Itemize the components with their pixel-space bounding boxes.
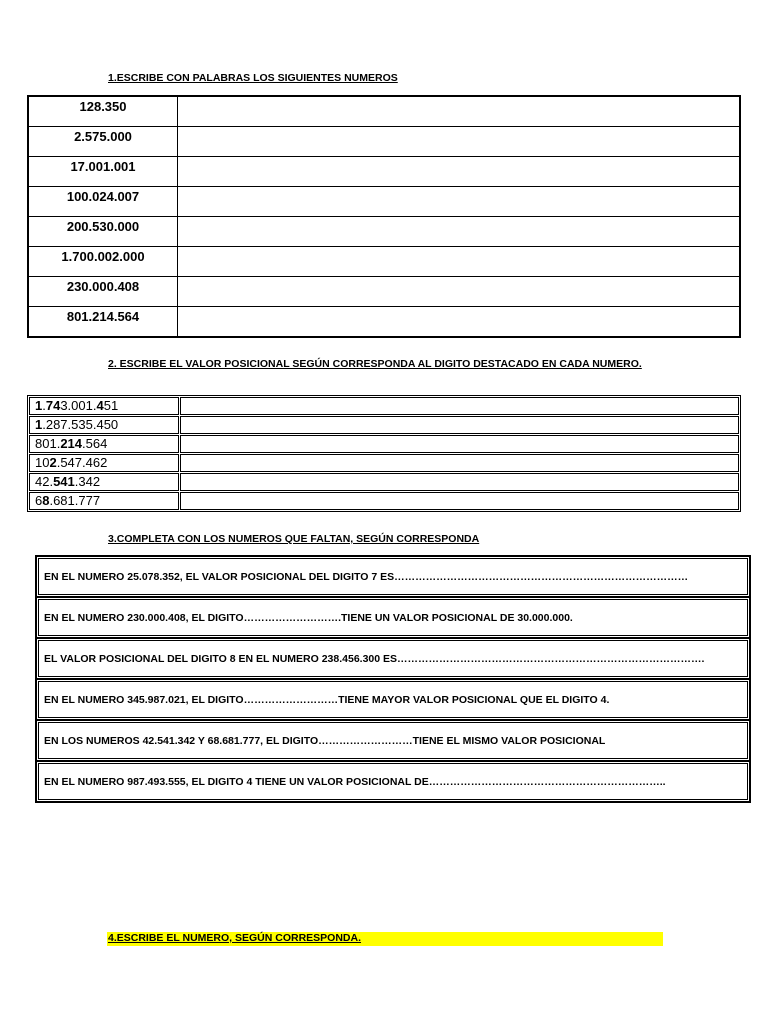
answer-cell[interactable] xyxy=(178,217,741,247)
number-part: 10 xyxy=(35,455,50,470)
number-cell xyxy=(29,435,179,453)
number-part: 5 xyxy=(103,417,111,432)
highlighted-digit: 541 xyxy=(53,474,75,489)
table-row xyxy=(36,638,750,679)
highlighted-digit: 214 xyxy=(60,436,83,451)
table-row xyxy=(28,96,740,127)
table-row xyxy=(36,556,750,597)
number-cell: 2.575.000 xyxy=(28,127,178,157)
number-part: . xyxy=(56,436,61,451)
fill-in-sentence[interactable]: EN EL NUMERO 345.987.021, EL DIGITO………………………TIENE MAYOR VALOR POSICIONAL QUE EL DIGITO 4. xyxy=(36,679,750,720)
highlighted-digit: 2 xyxy=(49,455,57,470)
answer-cell[interactable] xyxy=(180,473,739,491)
place-value-table xyxy=(27,395,741,512)
table-row xyxy=(29,454,739,472)
number-cell: 17.001.001 xyxy=(28,157,178,187)
number-cell: 1.700.002.000 xyxy=(28,247,178,277)
number-cell: 128.350 xyxy=(28,96,178,127)
answer-cell[interactable] xyxy=(178,187,741,217)
fill-in-sentence[interactable]: EN EL NUMERO 25.078.352, EL VALOR POSICIONAL DEL DIGITO 7 ES………………………………………………………………………… xyxy=(36,556,750,597)
table-row xyxy=(29,473,739,491)
number-part: 51 xyxy=(103,398,119,413)
table-row xyxy=(29,492,739,510)
number-cell xyxy=(29,397,179,415)
table-row xyxy=(28,187,740,217)
table-row xyxy=(28,247,740,277)
answer-cell[interactable] xyxy=(180,454,739,472)
section-2-heading: 2. ESCRIBE EL VALOR POSICIONAL SEGÚN CORRESPONDA AL DIGITO DESTACADO EN CADA NUMERO. xyxy=(108,358,642,370)
number-part: .287.535.4 xyxy=(42,417,104,432)
complete-numbers-table xyxy=(35,555,751,803)
number-part: 0 xyxy=(110,417,119,432)
number-part: 6 xyxy=(35,493,43,508)
section-1-heading: 1.ESCRIBE CON PALABRAS LOS SIGUIENTES NUMEROS xyxy=(108,72,398,84)
number-cell: 200.530.000 xyxy=(28,217,178,247)
number-cell xyxy=(29,473,179,491)
number-part: 3.001. xyxy=(60,398,97,413)
answer-cell[interactable] xyxy=(180,435,739,453)
number-cell xyxy=(29,492,179,510)
table-row xyxy=(36,761,750,802)
table-row xyxy=(29,435,739,453)
number-cell xyxy=(29,454,179,472)
fill-in-sentence[interactable]: EN LOS NUMEROS 42.541.342 Y 68.681.777, EL DIGITO………………………TIENE EL MISMO VALOR POSICIONAL xyxy=(36,720,750,761)
answer-cell[interactable] xyxy=(178,157,741,187)
table-row xyxy=(28,277,740,307)
answer-cell[interactable] xyxy=(178,277,741,307)
section-4-heading: 4.ESCRIBE EL NUMERO, SEGÚN CORRESPONDA. xyxy=(107,932,663,946)
answer-cell[interactable] xyxy=(178,247,741,277)
number-cell: 801.214.564 xyxy=(28,307,178,338)
fill-in-sentence[interactable]: EN EL NUMERO 987.493.555, EL DIGITO 4 TIENE UN VALOR POSICIONAL DE………………………………………………………….. xyxy=(36,761,750,802)
number-part: .681.777 xyxy=(49,493,101,508)
write-in-words-table xyxy=(27,95,741,338)
number-cell: 230.000.408 xyxy=(28,277,178,307)
answer-cell[interactable] xyxy=(178,127,741,157)
fill-in-sentence[interactable]: EL VALOR POSICIONAL DEL DIGITO 8 EN EL NUMERO 238.456.300 ES……………………………………………………………………………. xyxy=(36,638,750,679)
number-part: .547.462 xyxy=(56,455,108,470)
highlighted-digit: 1 xyxy=(35,398,43,413)
answer-cell[interactable] xyxy=(180,416,739,434)
number-cell xyxy=(29,416,179,434)
table-row xyxy=(28,127,740,157)
table-row xyxy=(36,679,750,720)
highlighted-digit: 4 xyxy=(96,398,104,413)
table-row xyxy=(29,397,739,415)
answer-cell[interactable] xyxy=(178,307,741,338)
answer-cell[interactable] xyxy=(178,96,741,127)
table-row xyxy=(36,597,750,638)
table-row xyxy=(28,307,740,338)
highlighted-digit: 8 xyxy=(42,493,50,508)
highlighted-digit: 74 xyxy=(45,398,61,413)
table-row xyxy=(28,217,740,247)
number-part: . xyxy=(42,398,46,413)
table-row xyxy=(36,720,750,761)
number-part: .342 xyxy=(74,474,101,489)
fill-in-sentence[interactable]: EN EL NUMERO 230.000.408, EL DIGITO……………………….TIENE UN VALOR POSICIONAL DE 30.000.000. xyxy=(36,597,750,638)
table-row xyxy=(28,157,740,187)
table-row xyxy=(29,416,739,434)
number-cell: 100.024.007 xyxy=(28,187,178,217)
number-part: .564 xyxy=(82,436,108,451)
section-3-heading: 3.COMPLETA CON LOS NUMEROS QUE FALTAN, SEGÚN CORRESPONDA xyxy=(108,533,480,545)
number-part: 801 xyxy=(35,436,57,451)
answer-cell[interactable] xyxy=(180,492,739,510)
highlighted-digit: 1 xyxy=(35,417,43,432)
number-part: 42. xyxy=(35,474,54,489)
answer-cell[interactable] xyxy=(180,397,739,415)
